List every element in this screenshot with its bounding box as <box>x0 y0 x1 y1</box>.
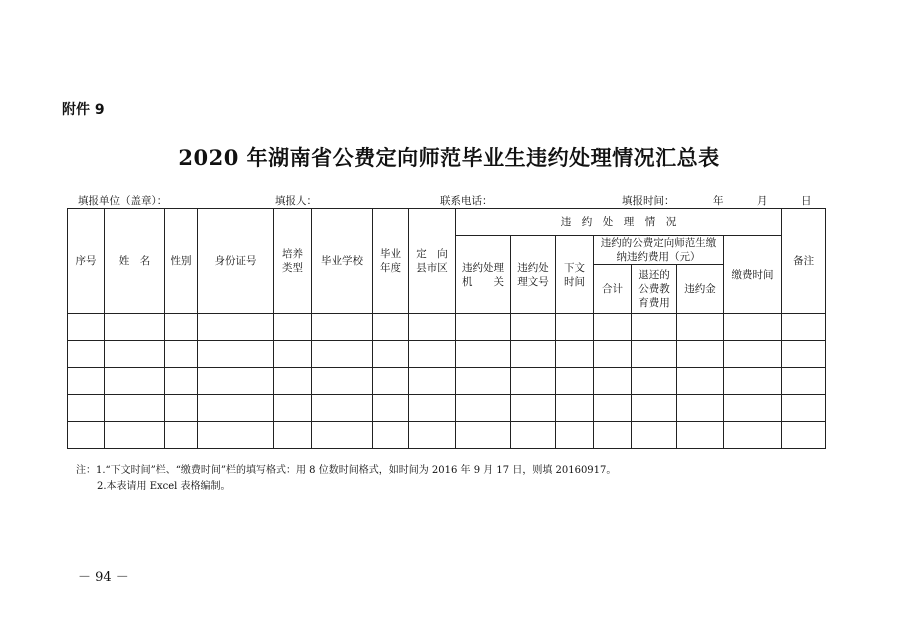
table-cell <box>677 314 724 341</box>
col-fee-group: 违约的公费定向师范生缴 纳违约费用（元） <box>594 236 724 265</box>
table-cell <box>373 422 409 449</box>
col-total: 合计 <box>594 265 632 314</box>
table-cell <box>274 395 312 422</box>
col-doc-no: 违约处 理文号 <box>511 236 556 314</box>
phone-label: 联系电话： <box>440 195 493 207</box>
table-cell <box>677 341 724 368</box>
table-cell <box>677 395 724 422</box>
table-cell <box>373 368 409 395</box>
table-cell <box>165 395 198 422</box>
table-cell <box>556 422 594 449</box>
col-refund: 退还的 公费教 育费用 <box>632 265 677 314</box>
table-cell <box>409 314 456 341</box>
note-line-2: 2.本表请用 Excel 表格编制。 <box>97 481 231 492</box>
note-line-1: 注：1.“下文时间”栏、“缴费时间”栏的填写格式：用 8 位数时间格式，如时间为 2016 年 9 月 17 日，则填 20160917。 <box>76 465 617 476</box>
table-cell <box>373 395 409 422</box>
table-cell <box>782 368 826 395</box>
table-cell <box>312 368 373 395</box>
table-cell <box>312 422 373 449</box>
table-cell <box>409 395 456 422</box>
col-penalty: 违约金 <box>677 265 724 314</box>
table-cell <box>594 314 632 341</box>
table-cell <box>511 422 556 449</box>
table-cell <box>373 314 409 341</box>
col-issue-time: 下文 时间 <box>556 236 594 314</box>
col-breach-group: 违 约 处 理 情 况 <box>456 209 782 236</box>
attachment-label: 附件 9 <box>62 102 105 118</box>
filler-label: 填报人： <box>275 195 317 207</box>
col-name: 姓 名 <box>105 209 165 314</box>
table-cell <box>594 422 632 449</box>
col-train-type: 培养 类型 <box>274 209 312 314</box>
col-grad-year: 毕业 年度 <box>373 209 409 314</box>
summary-table <box>67 208 826 449</box>
table-cell <box>68 368 105 395</box>
table-cell <box>456 314 511 341</box>
table-cell <box>105 422 165 449</box>
table-cell <box>724 395 782 422</box>
table-cell <box>594 368 632 395</box>
table-cell <box>165 314 198 341</box>
table-cell <box>556 395 594 422</box>
table-cell <box>409 341 456 368</box>
table-cell <box>105 314 165 341</box>
table-row <box>68 314 826 341</box>
table-cell <box>409 368 456 395</box>
table-cell <box>274 422 312 449</box>
day-label: 日 <box>801 195 812 207</box>
table-cell <box>274 368 312 395</box>
page-title: 2020 年湖南省公费定向师范毕业生违约处理情况汇总表 <box>178 145 720 170</box>
table-cell <box>724 341 782 368</box>
table-cell <box>724 368 782 395</box>
col-pay-time: 缴费时间 <box>724 236 782 314</box>
col-remark: 备注 <box>782 209 826 314</box>
col-county: 定 向 县市区 <box>409 209 456 314</box>
table-body <box>68 314 826 449</box>
table-cell <box>105 368 165 395</box>
table-cell <box>312 341 373 368</box>
table-cell <box>724 314 782 341</box>
table-cell <box>724 422 782 449</box>
table-cell <box>456 368 511 395</box>
table-cell <box>782 395 826 422</box>
table-cell <box>632 395 677 422</box>
table-cell <box>511 341 556 368</box>
table-cell <box>68 422 105 449</box>
table-cell <box>68 314 105 341</box>
table-cell <box>165 368 198 395</box>
page-number: － 94 － <box>78 570 129 585</box>
table-cell <box>68 341 105 368</box>
table-row <box>68 422 826 449</box>
table-cell <box>632 422 677 449</box>
table-cell <box>511 395 556 422</box>
table-row <box>68 341 826 368</box>
table-cell <box>556 314 594 341</box>
col-school: 毕业学校 <box>312 209 373 314</box>
table-cell <box>198 368 274 395</box>
table-cell <box>556 341 594 368</box>
table-cell <box>165 422 198 449</box>
table-cell <box>782 422 826 449</box>
table-cell <box>409 422 456 449</box>
table-cell <box>782 314 826 341</box>
table-cell <box>632 341 677 368</box>
table-cell <box>677 368 724 395</box>
table-row <box>68 368 826 395</box>
table-cell <box>511 368 556 395</box>
table-cell <box>105 341 165 368</box>
table-cell <box>594 395 632 422</box>
year-label: 年 <box>713 195 724 207</box>
fill-time-label: 填报时间： <box>622 195 675 207</box>
table-cell <box>632 314 677 341</box>
col-agency: 违约处理 机 关 <box>456 236 511 314</box>
table-cell <box>198 422 274 449</box>
table-row <box>68 395 826 422</box>
table-cell <box>511 314 556 341</box>
table-cell <box>556 368 594 395</box>
table-cell <box>782 341 826 368</box>
table-cell <box>312 395 373 422</box>
header-row <box>68 209 826 236</box>
table-cell <box>373 341 409 368</box>
table-cell <box>165 341 198 368</box>
table-cell <box>198 314 274 341</box>
table-cell <box>456 395 511 422</box>
col-gender: 性别 <box>165 209 198 314</box>
table-cell <box>594 341 632 368</box>
table-cell <box>632 368 677 395</box>
table-cell <box>198 341 274 368</box>
table-cell <box>274 341 312 368</box>
table-cell <box>274 314 312 341</box>
col-seq: 序号 <box>68 209 105 314</box>
table-cell <box>68 395 105 422</box>
filling-unit-label: 填报单位（盖章）： <box>78 195 168 207</box>
table-cell <box>105 395 165 422</box>
table-cell <box>198 395 274 422</box>
col-id-number: 身份证号 <box>198 209 274 314</box>
table-cell <box>677 422 724 449</box>
table-cell <box>312 314 373 341</box>
month-label: 月 <box>757 195 768 207</box>
table-cell <box>456 422 511 449</box>
table-cell <box>456 341 511 368</box>
